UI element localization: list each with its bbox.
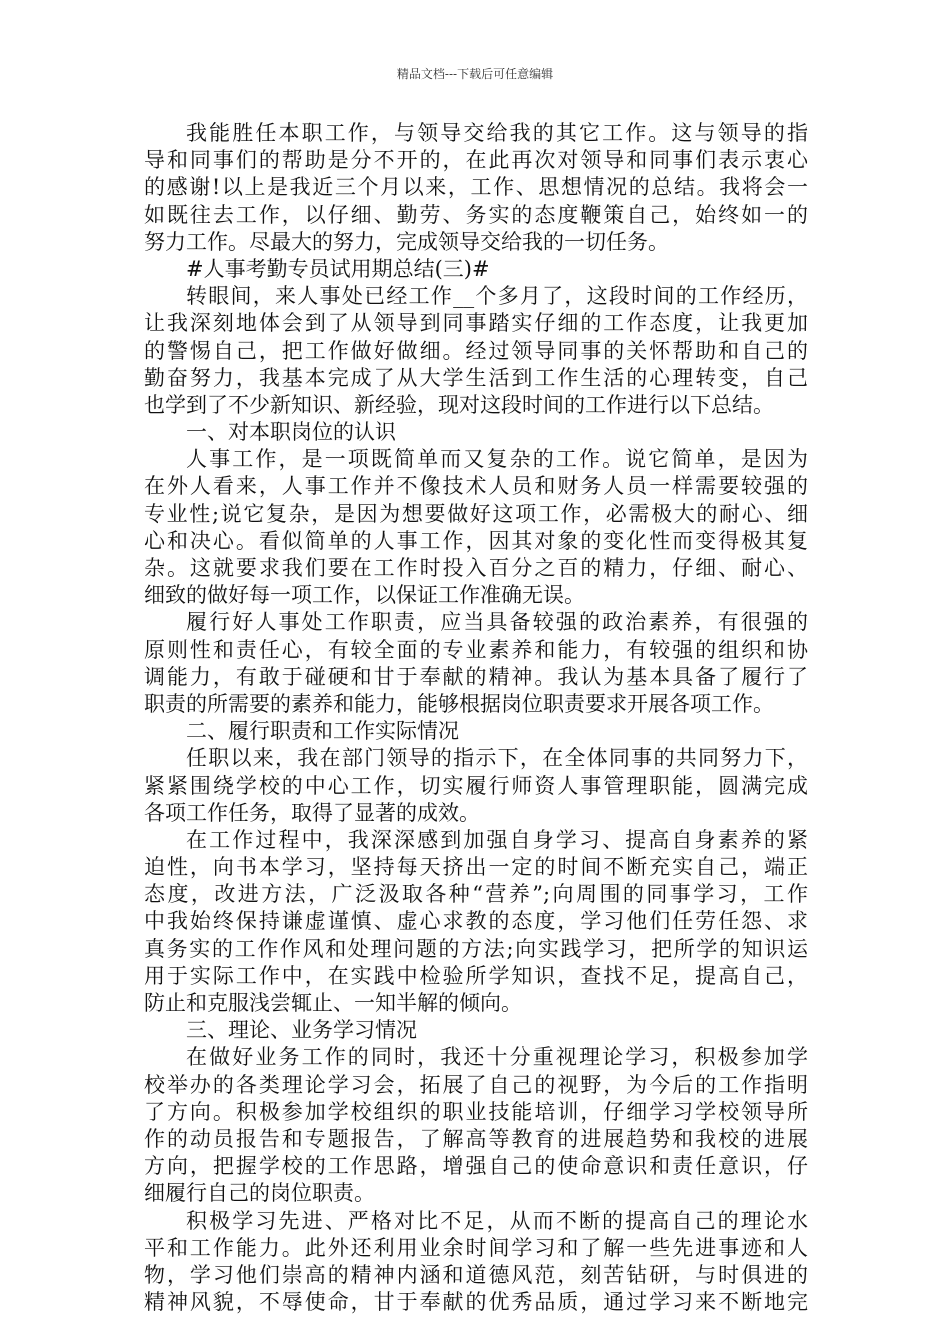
text-line: 在工作过程中，我深深感到加强自身学习、提高自身素养的紧 xyxy=(186,827,808,852)
text-line: 杂。这就要求我们要在工作时投入百分之百的精力，仔细、耐心、 xyxy=(144,556,808,580)
text-line: 调能力，有敢于碰硬和甘于奉献的精神。我认为基本具备了履行了 xyxy=(144,664,808,689)
page-header: 精品文档---下载后可任意编辑 xyxy=(396,67,554,81)
text-line: 导和同事们的帮助是分不开的，在此再次对领导和同事们表示衷心 xyxy=(144,148,808,173)
text-line: 中我始终保持谦虚谨慎、虚心求教的态度，学习他们任劳任怨、求 xyxy=(144,909,808,934)
text-line: 了方向。积极参加学校组织的职业技能培训，仔细学习学校领导所 xyxy=(144,1099,808,1124)
text-line: 也学到了不少新知识、新经验，现对这段时间的工作进行以下总结。 xyxy=(144,392,774,417)
text-line: 心和决心。看似简单的人事工作，因其对象的变化性而变得极其复 xyxy=(144,528,808,553)
text-line: 真务实的工作作风和处理问题的方法;向实践学习，把所学的知识运 xyxy=(144,936,808,961)
text-line: 职责的所需要的素养和能力，能够根据岗位职责要求开展各项工作。 xyxy=(144,691,774,716)
text-line: 如既往去工作，以仔细、勤劳、务实的态度鞭策自己，始终如一的 xyxy=(144,202,808,227)
document-body xyxy=(144,120,808,1316)
text-line: 用于实际工作中，在实践中检验所学知识，查找不足，提高自己， xyxy=(144,963,808,988)
text-line: 迫性，向书本学习，坚持每天挤出一定的时间不断充实自己，端正 xyxy=(144,855,808,880)
text-line: 物，学习他们崇高的精神内涵和道德风范，刻苦钻研，与时俱进的 xyxy=(144,1262,808,1287)
text-line: 二、履行职责和工作实际情况 xyxy=(186,719,459,744)
text-line: 在外人看来，人事工作并不像技术人员和财务人员一样需要较强的 xyxy=(144,474,808,499)
text-line: 努力工作。尽最大的努力，完成领导交给我的一切任务。 xyxy=(144,229,669,254)
text-line: #人事考勤专员试用期总结(三)# xyxy=(186,256,490,281)
text-line: 人事工作，是一项既简单而又复杂的工作。说它简单，是因为 xyxy=(186,447,808,472)
text-line: 方向，把握学校的工作思路，增强自己的使命意识和责任意识，仔 xyxy=(144,1154,808,1179)
text-line: 作的动员报告和专题报告，了解高等教育的进展趋势和我校的进展 xyxy=(144,1126,808,1151)
text-line: 校举办的各类理论学习会，拓展了自己的视野，为今后的工作指明 xyxy=(144,1072,808,1097)
text-line: 平和工作能力。此外还利用业余时间学习和了解一些先进事迹和人 xyxy=(144,1235,808,1260)
text-line: 的警惕自己，把工作做好做细。经过领导同事的关怀帮助和自己的 xyxy=(144,338,808,363)
text-line: 各项工作任务，取得了显著的成效。 xyxy=(144,800,480,825)
text-line: 积极学习先进、严格对比不足，从而不断的提高自己的理论水 xyxy=(186,1208,808,1233)
text-line: 紧紧围绕学校的中心工作，切实履行师资人事管理职能，圆满完成 xyxy=(144,773,808,798)
text-line: 细致的做好每一项工作，以保证工作准确无误。 xyxy=(144,583,585,608)
text-line: 防止和克服浅尝辄止、一知半解的倾向。 xyxy=(144,991,522,1015)
text-line: 转眼间，来人事处已经工作__个多月了，这段时间的工作经历， xyxy=(186,284,808,309)
text-line: 细履行自己的岗位职责。 xyxy=(144,1181,375,1206)
text-line: 专业性;说它复杂，是因为想要做好这项工作，必需极大的耐心、细 xyxy=(144,501,808,526)
text-line: 的感谢!以上是我近三个月以来，工作、思想情况的总结。我将会一 xyxy=(144,175,808,200)
text-line: 三、理论、业务学习情况 xyxy=(186,1018,417,1043)
text-line: 任职以来，我在部门领导的指示下，在全体同事的共同努力下， xyxy=(186,746,808,771)
text-line: 我能胜任本职工作，与领导交给我的其它工作。这与领导的指 xyxy=(186,121,808,145)
text-line: 在做好业务工作的同时，我还十分重视理论学习，积极参加学 xyxy=(186,1045,808,1070)
text-line: 勤奋努力，我基本完成了从大学生活到工作生活的心理转变，自己 xyxy=(144,365,808,390)
text-line: 履行好人事处工作职责，应当具备较强的政治素养，有很强的 xyxy=(186,610,808,635)
text-line: 让我深刻地体会到了从领导到同事踏实仔细的工作态度，让我更加 xyxy=(144,311,808,336)
text-line: 态度，改进方法，广泛汲取各种“营养”;向周围的同事学习，工作 xyxy=(144,882,808,907)
text-line: 精神风貌，不辱使命，甘于奉献的优秀品质，通过学习来不断地完 xyxy=(144,1290,808,1315)
text-line: 一、对本职岗位的认识 xyxy=(186,420,396,445)
text-line: 原则性和责任心，有较全面的专业素养和能力，有较强的组织和协 xyxy=(144,637,808,662)
